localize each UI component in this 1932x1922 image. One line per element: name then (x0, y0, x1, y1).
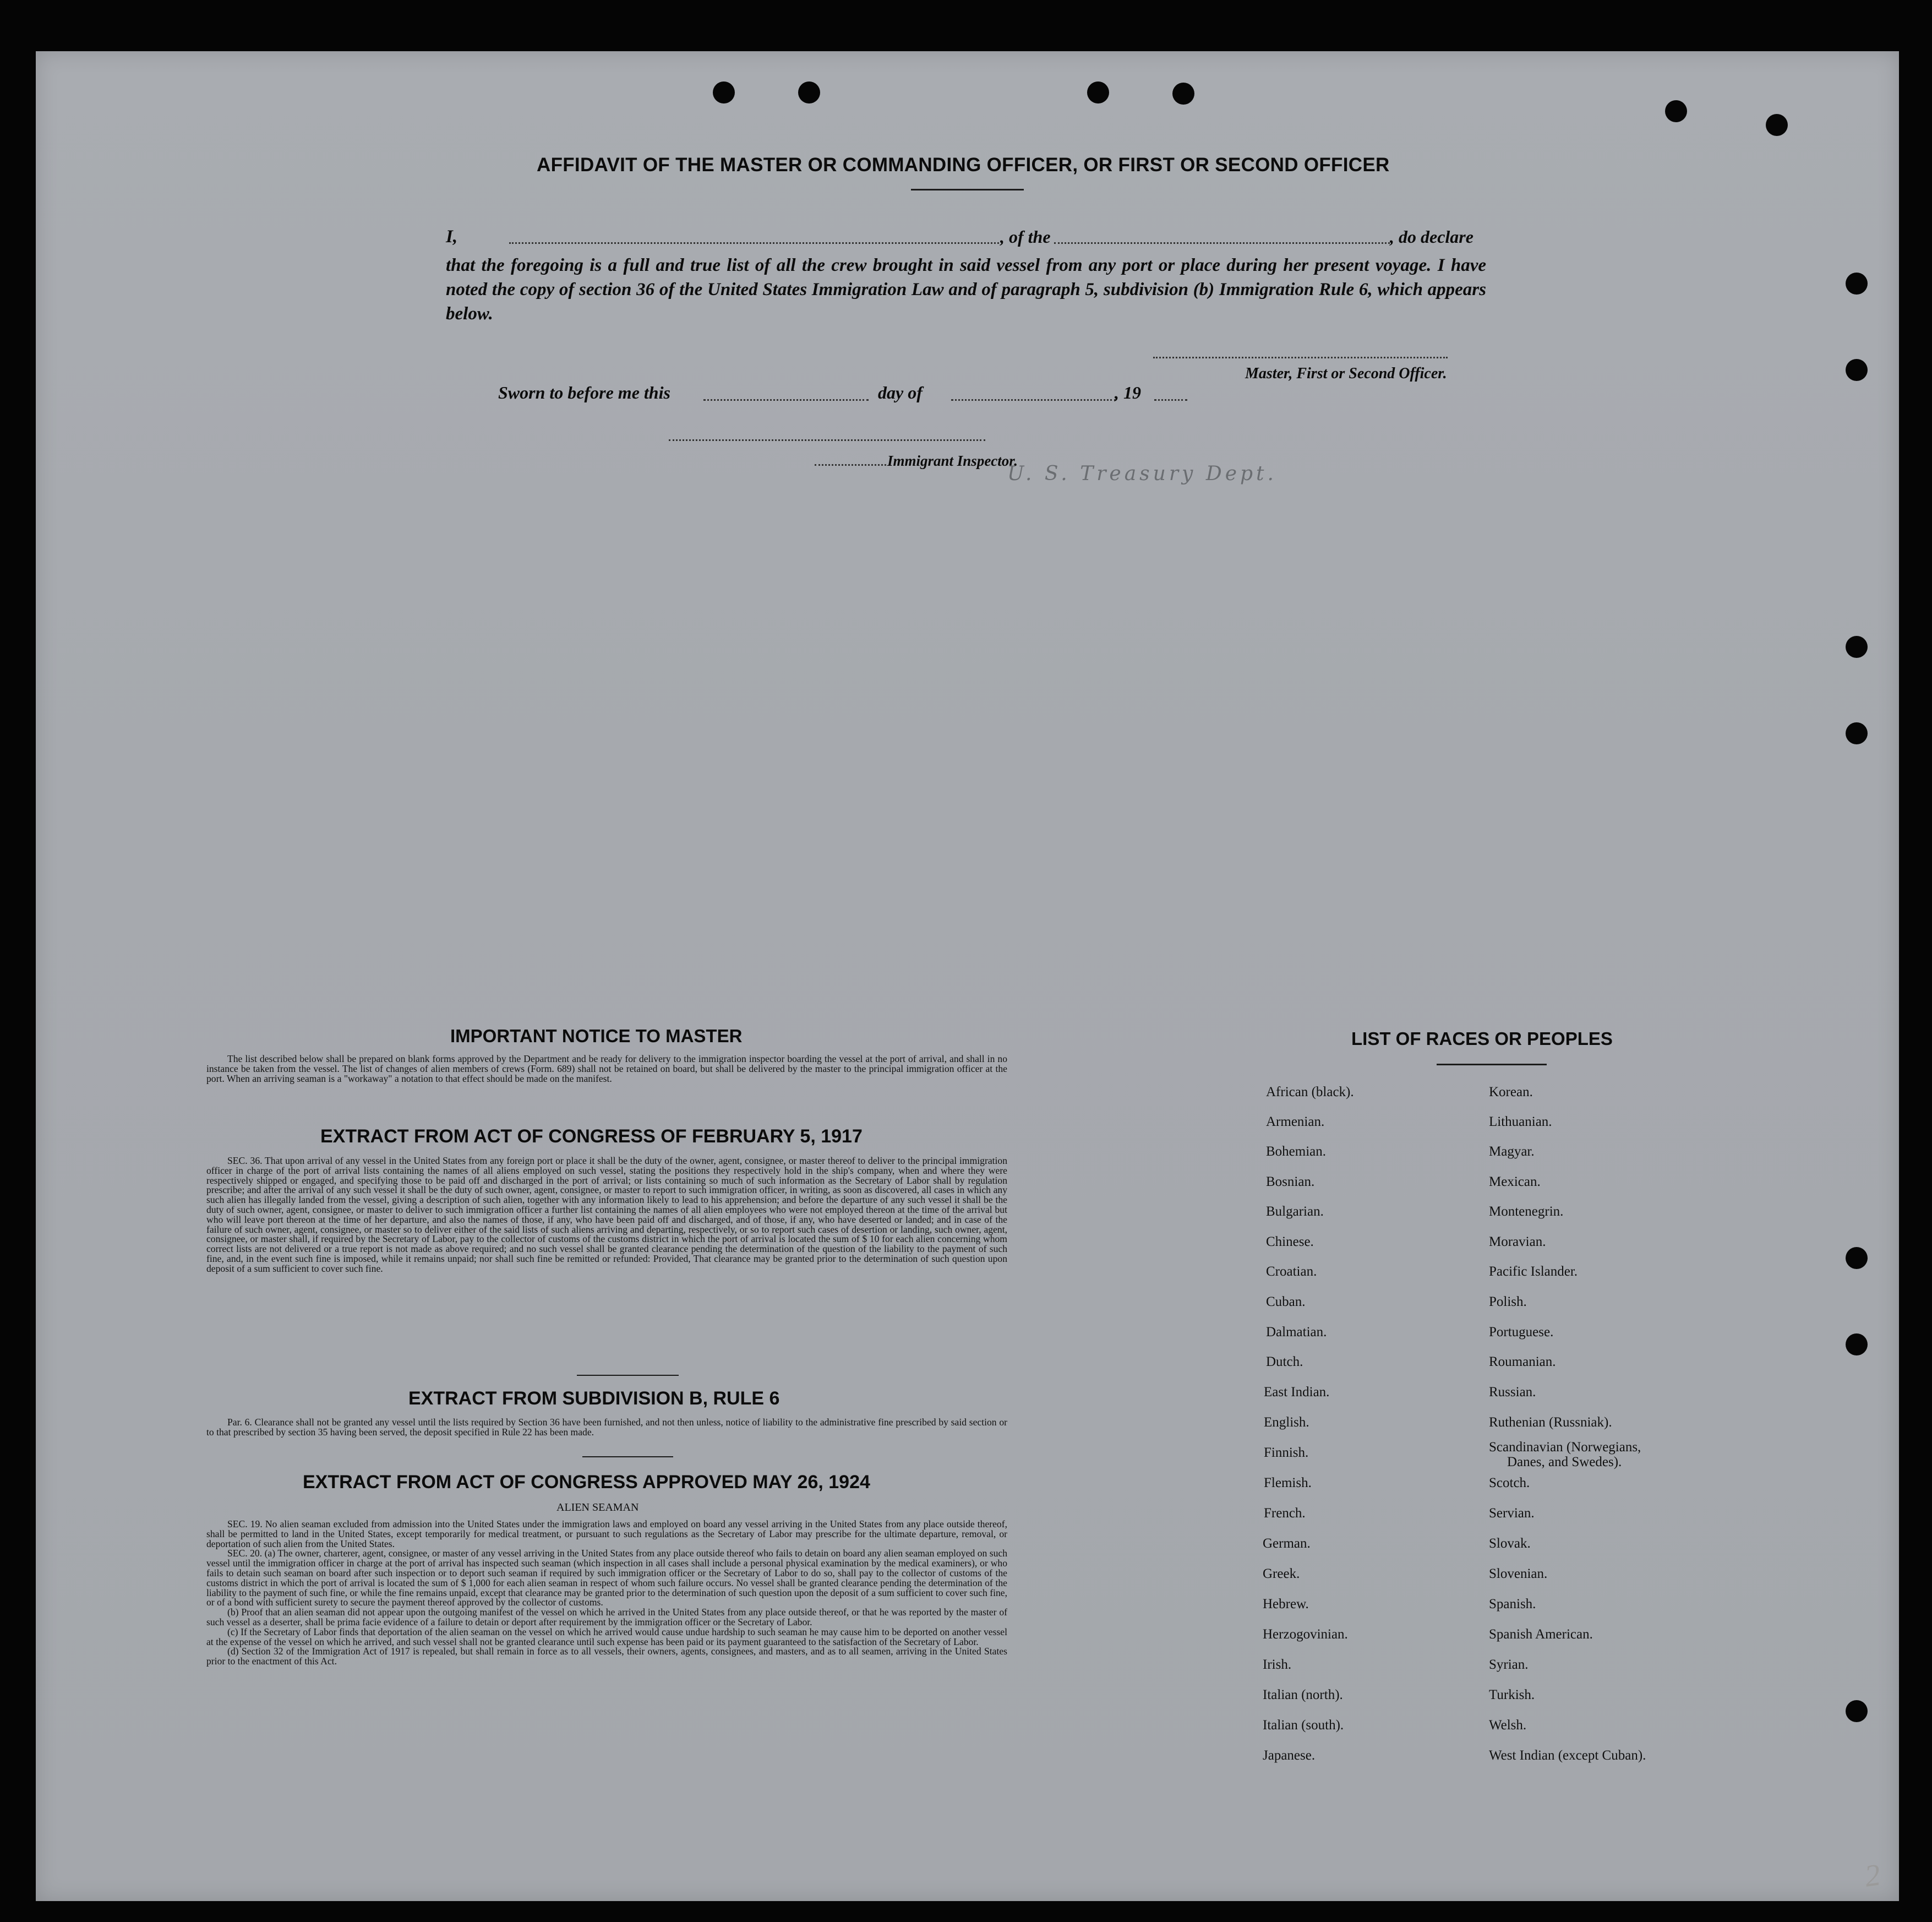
race-item: Chinese. (1266, 1234, 1314, 1249)
race-item-continuation: Danes, and Swedes). (1507, 1455, 1622, 1469)
name-blank (509, 242, 999, 244)
extract-1917-title: EXTRACT FROM ACT OF CONGRESS OF FEBRUARY 5, 1917 (320, 1126, 863, 1147)
sworn-month-blank (951, 399, 1116, 401)
races-title: LIST OF RACES OR PEOPLES (1351, 1028, 1613, 1049)
handwritten-note: U. S. Treasury Dept. (1007, 462, 1277, 485)
vessel-blank (1054, 242, 1390, 244)
race-item: Japanese. (1263, 1748, 1316, 1763)
race-item: Bosnian. (1266, 1174, 1315, 1189)
sec-20b-paragraph: (b) Proof that an alien seaman did not appear upon the outgoing manifest of the vessel on which he arrived in the United States from any place outside thereof, or that he was reported by the master of such vessel as a deserter, shall be prima facie evidence of a failure to detain or deport after requirement by the immigration officer or the Secretary of Labor. (206, 1607, 1007, 1627)
sec-20c-paragraph: (c) If the Secretary of Labor finds that deportation of the alien seaman on the vessel on which he arrived would cause undue hardship to such seaman he may cause him to be deported on another vessel at the expense of the vessel on which he arrived, and such vessel shall not be granted clearance until such expense has been paid or its payment guaranteed to the satisfaction of the Secretary of Labor. (206, 1626, 1007, 1647)
affidavit-first-line (446, 227, 1486, 247)
race-item: Greek. (1263, 1566, 1300, 1581)
race-item: Slovak. (1489, 1536, 1531, 1551)
alien-seaman-subtitle: ALIEN SEAMAN (556, 1501, 639, 1513)
race-item: Italian (north). (1263, 1687, 1343, 1702)
punch-hole (1846, 1333, 1868, 1355)
sworn-day-blank (703, 399, 869, 401)
race-item: Montenegrin. (1489, 1204, 1564, 1219)
race-item: Irish. (1263, 1657, 1292, 1672)
punch-hole (713, 81, 735, 104)
race-item: Pacific Islander. (1489, 1264, 1578, 1279)
race-item: Flemish. (1264, 1475, 1312, 1490)
punch-hole (1846, 722, 1868, 744)
affidavit-title: AFFIDAVIT OF THE MASTER OR COMMANDING OFFICER, OR FIRST OR SECOND OFFICER (537, 154, 1390, 176)
extract-1924-text (206, 1520, 1007, 1667)
race-item: Korean. (1489, 1085, 1533, 1099)
punch-hole (1172, 83, 1194, 105)
extract-rule6-title: EXTRACT FROM SUBDIVISION B, RULE 6 (408, 1388, 780, 1409)
race-item: Ruthenian (Russniak). (1489, 1415, 1612, 1430)
races-divider (1437, 1064, 1547, 1065)
race-item: Servian. (1489, 1506, 1535, 1521)
of-the-label: , of the (1000, 227, 1051, 247)
race-item: West Indian (except Cuban). (1489, 1748, 1646, 1763)
extract-1924-title: EXTRACT FROM ACT OF CONGRESS APPROVED MAY 26, 1924 (303, 1472, 870, 1493)
inspector-prefix-line (815, 464, 886, 466)
day-of-label: day of (878, 383, 923, 402)
sworn-year-blank (1154, 399, 1187, 401)
title-divider (911, 189, 1024, 190)
race-item: Cuban. (1266, 1294, 1306, 1309)
extract-1917-text: SEC. 36. That upon arrival of any vessel in the United States from any foreign port or place it shall be the duty of the owner, agent, consignee, or master thereof to deliver to the principal immigration officer in charge of the port of arrival lists containing the names of all aliens employed on such vessel, stating the positions they respectively hold in the ship's company, when and where they were respectively shipped or engaged, and specifying those to be paid off and discharged in the port of arrival; or lists containing so much of such information as the Secretary of Labor shall by regulation prescribe; and after the arrival of any such vessel it shall be the duty of such owner, agent, consignee, or master to report to such immigration officer, in writing, as soon as discovered, all cases in which any such alien has illegally landed from the vessel, giving a description of such alien, together with any information likely to lead to his apprehension; and before the departure of any such vessel it shall be the duty of such owner, agent, consignee, or master to deliver to such immigration officer a further list containing the names of all alien employees who were not employed thereon at the time of the arrival but who will leave port thereon at the time of her departure, and also the names of those, if any, who have been paid off and discharged, and of those, if any, who have deserted or landed; and in case of the failure of such owner, agent, consignee, or master so to deliver either of the said lists of such aliens arriving and departing, respectively, or so to report such cases of desertion or landing, such owner, agent, consignee, or master shall, if required by the Secretary of Labor, pay to the collector of customs of the customs district in which the port of arrival is located the sum of $ 10 for each alien concerning whom correct lists are not delivered or a true report is not made as above required; and no such vessel shall be granted clearance pending the determination of the question of the liability to the payment of such fine, and, in the event such fine is imposed, while it remains unpaid; nor shall such fine be remitted or refunded: Provided, That clearance may be granted prior to the determination of such question upon deposit of a sum sufficient to cover such fine. (206, 1155, 1007, 1274)
notice-text: The list described below shall be prepared on blank forms approved by the Department and be ready for delivery to the immigration inspector boarding the vessel at the port of arrival, and shall in no instance be taken from the vessel. The list of changes of alien members of crews (Form. 689) shall not be retained on board, but shall be delivered by the master to the principal immigration officer at the port. When an arriving seaman is a "workaway" a notation to that effect should be made on the manifest. (206, 1053, 1007, 1084)
race-item: Roumanian. (1489, 1354, 1556, 1369)
section-divider (577, 1375, 679, 1376)
punch-hole (1846, 359, 1868, 381)
sec-19-paragraph: SEC. 19. No alien seaman excluded from admission into the United States under the immigration laws and employed on board any vessel arriving in the United States from any place outside thereof, shall be permitted to land in the United States, except temporarily for medical treatment, or pursuant to such regulations as the Secretary of Labor may prescribe for the ultimate departure, removal, or deportation of such alien from the United States. (206, 1518, 1007, 1549)
punch-hole (1846, 273, 1868, 295)
race-item: Croatian. (1266, 1264, 1317, 1279)
inspector-label: Immigrant Inspector. (887, 453, 1018, 469)
sworn-label: Sworn to before me this (498, 383, 670, 402)
race-item: Dutch. (1266, 1354, 1303, 1369)
punch-hole (1846, 636, 1868, 658)
race-item: Polish. (1489, 1294, 1527, 1309)
year-label: , 19 (1115, 383, 1141, 402)
race-item: Mexican. (1489, 1174, 1541, 1189)
race-item: German. (1263, 1536, 1311, 1551)
punch-hole (1846, 1700, 1868, 1722)
race-item: Magyar. (1489, 1144, 1535, 1159)
race-item: English. (1264, 1415, 1309, 1430)
race-item: Welsh. (1489, 1718, 1527, 1733)
race-item: East Indian. (1264, 1385, 1330, 1400)
race-item: Scandinavian (Norwegians, (1489, 1440, 1641, 1455)
race-item: Spanish American. (1489, 1627, 1593, 1642)
race-item: Bulgarian. (1266, 1204, 1324, 1219)
race-item: Slovenian. (1489, 1566, 1548, 1581)
punch-hole (1087, 81, 1109, 104)
declaration-text: that the foregoing is a full and true list of all the crew brought in said vessel from any port or place during her present voyage. I have noted the copy of section 36 of the United States Immigration Law and of paragraph 5, subdivision (b) Immigration Rule 6, which appears below. (446, 255, 1486, 324)
master-signature-label: Master, First or Second Officer. (1245, 365, 1447, 382)
race-item: French. (1264, 1506, 1306, 1521)
race-item: Lithuanian. (1489, 1114, 1552, 1129)
inspector-signature-line (669, 439, 985, 441)
race-item: Finnish. (1264, 1445, 1309, 1460)
race-item: Portuguese. (1489, 1325, 1554, 1340)
master-signature-line (1153, 357, 1448, 358)
section-divider (582, 1456, 673, 1457)
race-item: Armenian. (1266, 1114, 1325, 1129)
race-item: Herzogovinian. (1263, 1627, 1348, 1642)
race-item: Scotch. (1489, 1475, 1530, 1490)
race-item: Spanish. (1489, 1597, 1536, 1611)
race-item: Hebrew. (1263, 1597, 1309, 1611)
sec-20d-paragraph: (d) Section 32 of the Immigration Act of 1917 is repealed, but shall remain in force as to all vessels, their owners, agents, consignees, and masters, and as to all seamen, arriving in the United States prior to the enactment of this Act. (206, 1646, 1007, 1667)
race-item: Bohemian. (1266, 1144, 1327, 1159)
page-number-mark: 2 (1862, 1858, 1883, 1894)
extract-rule6-text: Par. 6. Clearance shall not be granted any vessel until the lists required by Section 36 have been furnished, and not then unless, notice of liability to the administrative fine prescribed by said section or to that prescribed by section 35 having been served, the deposit specified in Rule 22 has been made. (206, 1417, 1007, 1438)
punch-hole (1846, 1247, 1868, 1269)
notice-title: IMPORTANT NOTICE TO MASTER (450, 1026, 743, 1046)
punch-hole (798, 81, 820, 104)
punch-hole (1766, 114, 1788, 136)
punch-hole (1665, 100, 1687, 122)
race-item: Turkish. (1489, 1687, 1535, 1702)
race-item: Syrian. (1489, 1657, 1529, 1672)
race-item: Italian (south). (1263, 1718, 1344, 1733)
do-declare-label: , do declare (1390, 227, 1473, 247)
race-item: African (black). (1266, 1085, 1354, 1099)
race-item: Dalmatian. (1266, 1325, 1327, 1340)
race-item: Moravian. (1489, 1234, 1546, 1249)
sec-20a-paragraph: SEC. 20. (a) The owner, charterer, agent, consignee, or master of any vessel arriving in the United States from any place outside thereof who fails to detain on board any alien seaman employed on such vessel until the immigration officer in charge at the port of arrival has inspected such seaman (which inspection in all cases shall include a personal physical examination by the medical examiners), or who fails to detain such seaman on board after such inspection or to deport such seaman if required by such immigration officer or the Secretary of Labor to do so, shall pay to the collector of customs of the customs district in which the port of arrival is located the sum of $ 1,000 for each alien seaman in respect of whom such failure occurs. No vessel shall be granted clearance pending the determination of the liability to the payment of such fine, or while the fine remains unpaid, except that clearance may be granted prior to the determination of such question upon the deposit of a sum sufficient to cover such fine, or of a bond with sufficient surety to secure the payment thereof approved by the collector of customs. (206, 1548, 1007, 1608)
i-label: I, (446, 227, 458, 247)
race-item: Russian. (1489, 1385, 1536, 1400)
